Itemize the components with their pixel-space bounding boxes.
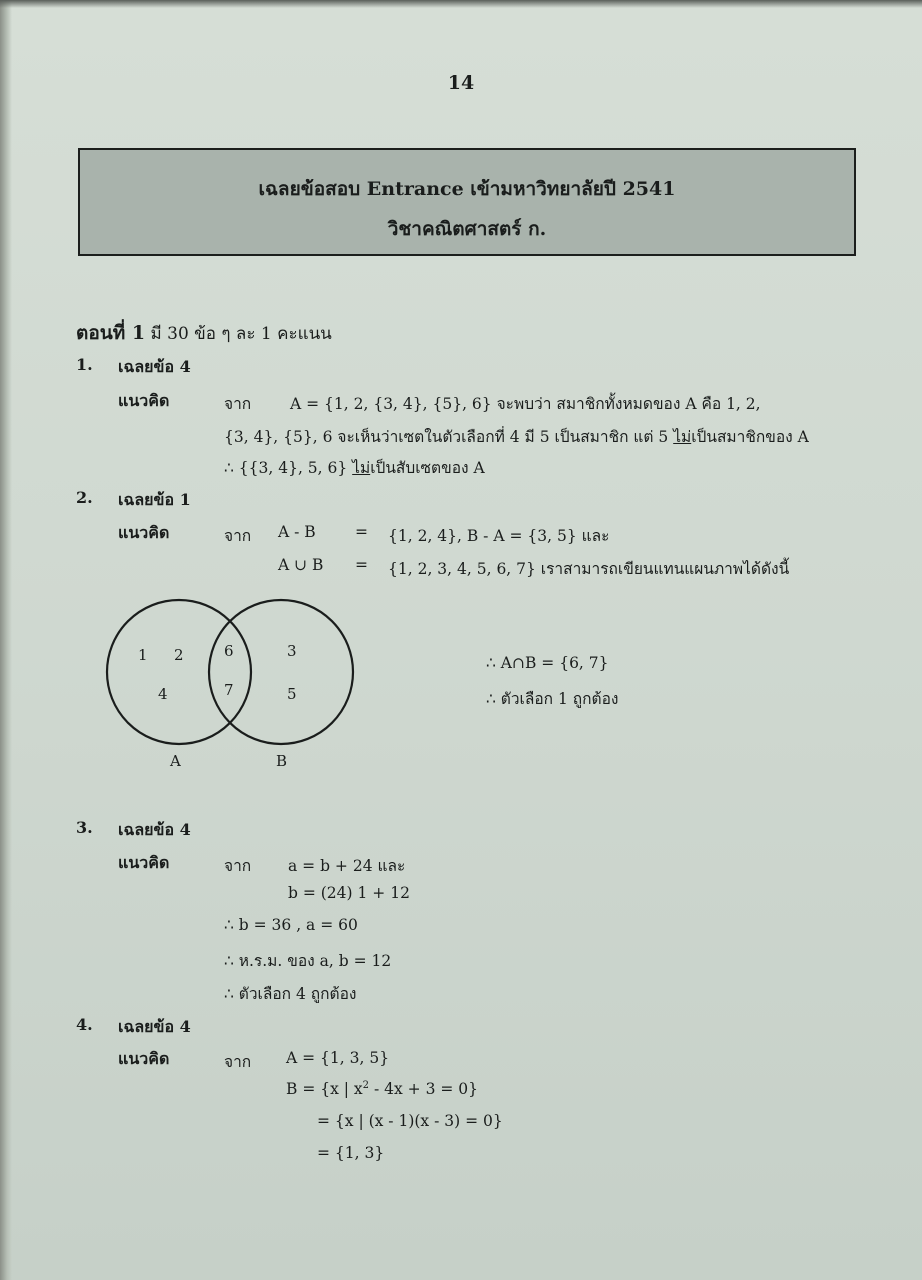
q2-lhs-1: A - B	[278, 523, 316, 541]
venn-circle-b	[209, 600, 353, 744]
q2-answer: เฉลยข้อ 1	[118, 490, 191, 509]
q1-line-2-underlined: ไม่	[673, 428, 692, 446]
q2-from: จาก	[224, 527, 252, 545]
section-heading	[76, 318, 332, 348]
section-label: ตอนที่ 1	[76, 322, 146, 344]
q3-line-2: b = (24) 1 + 12	[288, 884, 410, 902]
page-left-shadow	[0, 0, 12, 1280]
q3-line-4: ∴ ห.ร.ม. ของ a, b = 12	[224, 952, 392, 970]
q1-from: จาก	[224, 395, 252, 413]
q1-number: 1.	[76, 355, 93, 374]
q3-number: 3.	[76, 818, 93, 837]
page-top-shadow	[0, 0, 922, 8]
q4-line-1: A = {1, 3, 5}	[286, 1049, 390, 1067]
venn-diagram	[100, 592, 370, 777]
q4-line-4: = {1, 3}	[317, 1144, 385, 1162]
q4-line-2-text-b: - 4x + 3 = 0}	[369, 1080, 478, 1099]
venn-set-a-label: A	[170, 752, 181, 770]
q2-eq-1: =	[355, 523, 368, 541]
q1-approach-label: แนวคิด	[118, 391, 170, 410]
q3-approach-label: แนวคิด	[118, 853, 170, 872]
q4-answer: เฉลยข้อ 4	[118, 1017, 191, 1036]
venn-a-only-1: 1	[138, 646, 148, 664]
section-description: มี 30 ข้อ ๆ ละ 1 คะแนน	[150, 324, 332, 344]
q4-approach-label: แนวคิด	[118, 1049, 170, 1068]
venn-set-b-label: B	[276, 752, 288, 770]
q2-conclusion-2: ∴ ตัวเลือก 1 ถูกต้อง	[486, 690, 619, 708]
q1-line-2-text-a: {3, 4}, {5}, 6 จะเห็นว่าเซตในตัวเลือกที่ 4 มี 5 เป็นสมาชิก แต่ 5	[224, 428, 674, 446]
venn-b-only-3: 3	[287, 642, 297, 660]
q4-number: 4.	[76, 1015, 93, 1034]
q2-conclusion-1: ∴ A∩B = {6, 7}	[486, 654, 609, 672]
q2-eq-2: =	[355, 556, 368, 574]
q2-lhs-2: A ∪ B	[278, 556, 324, 574]
q2-rhs-1: {1, 2, 4}, B - A = {3, 5} และ	[388, 527, 610, 545]
q1-line-1: A = {1, 2, {3, 4}, {5}, 6} จะพบว่า สมาชิกทั้งหมดของ A คือ 1, 2,	[290, 395, 761, 413]
q2-rhs-2: {1, 2, 3, 4, 5, 6, 7} เราสามารถเขียนแทนแผนภาพได้ดังนี้	[388, 560, 790, 578]
q1-line-3	[224, 455, 485, 480]
q4-line-2	[286, 1080, 478, 1098]
venn-b-only-5: 5	[287, 685, 297, 703]
q4-from: จาก	[224, 1053, 252, 1071]
q4-line-2-superscript: 2	[362, 1080, 370, 1091]
q1-line-3-underlined: ไม่	[352, 459, 371, 477]
q3-line-5: ∴ ตัวเลือก 4 ถูกต้อง	[224, 985, 357, 1003]
venn-intersection-6: 6	[224, 642, 234, 660]
q1-answer: เฉลยข้อ 4	[118, 357, 191, 376]
venn-intersection-7: 7	[224, 681, 234, 699]
title-box	[78, 148, 856, 256]
q2-approach-label: แนวคิด	[118, 523, 170, 542]
venn-a-only-4: 4	[158, 685, 168, 703]
q1-line-2-text-b: เป็นสมาชิกของ A	[691, 428, 809, 446]
q1-line-2	[224, 424, 809, 449]
page-number: 14	[447, 72, 475, 94]
q3-line-1: a = b + 24 และ	[288, 857, 406, 875]
title-line-2: วิชาคณิตศาสตร์ ก.	[387, 218, 547, 240]
title-line-1: เฉลยข้อสอบ Entrance เข้ามหาวิทยาลัยปี 2541	[258, 178, 676, 200]
q3-line-3: ∴ b = 36 , a = 60	[224, 916, 358, 934]
venn-a-only-2: 2	[174, 646, 184, 664]
q3-from: จาก	[224, 857, 252, 875]
q2-number: 2.	[76, 488, 93, 507]
q1-line-3-text-a: ∴ {{3, 4}, 5, 6}	[224, 459, 353, 477]
q3-answer: เฉลยข้อ 4	[118, 820, 191, 839]
q4-line-2-text-a: B = {x | x	[286, 1080, 363, 1099]
q1-line-3-text-b: เป็นสับเซตของ A	[370, 459, 485, 477]
q4-line-3: = {x | (x - 1)(x - 3) = 0}	[317, 1112, 503, 1130]
